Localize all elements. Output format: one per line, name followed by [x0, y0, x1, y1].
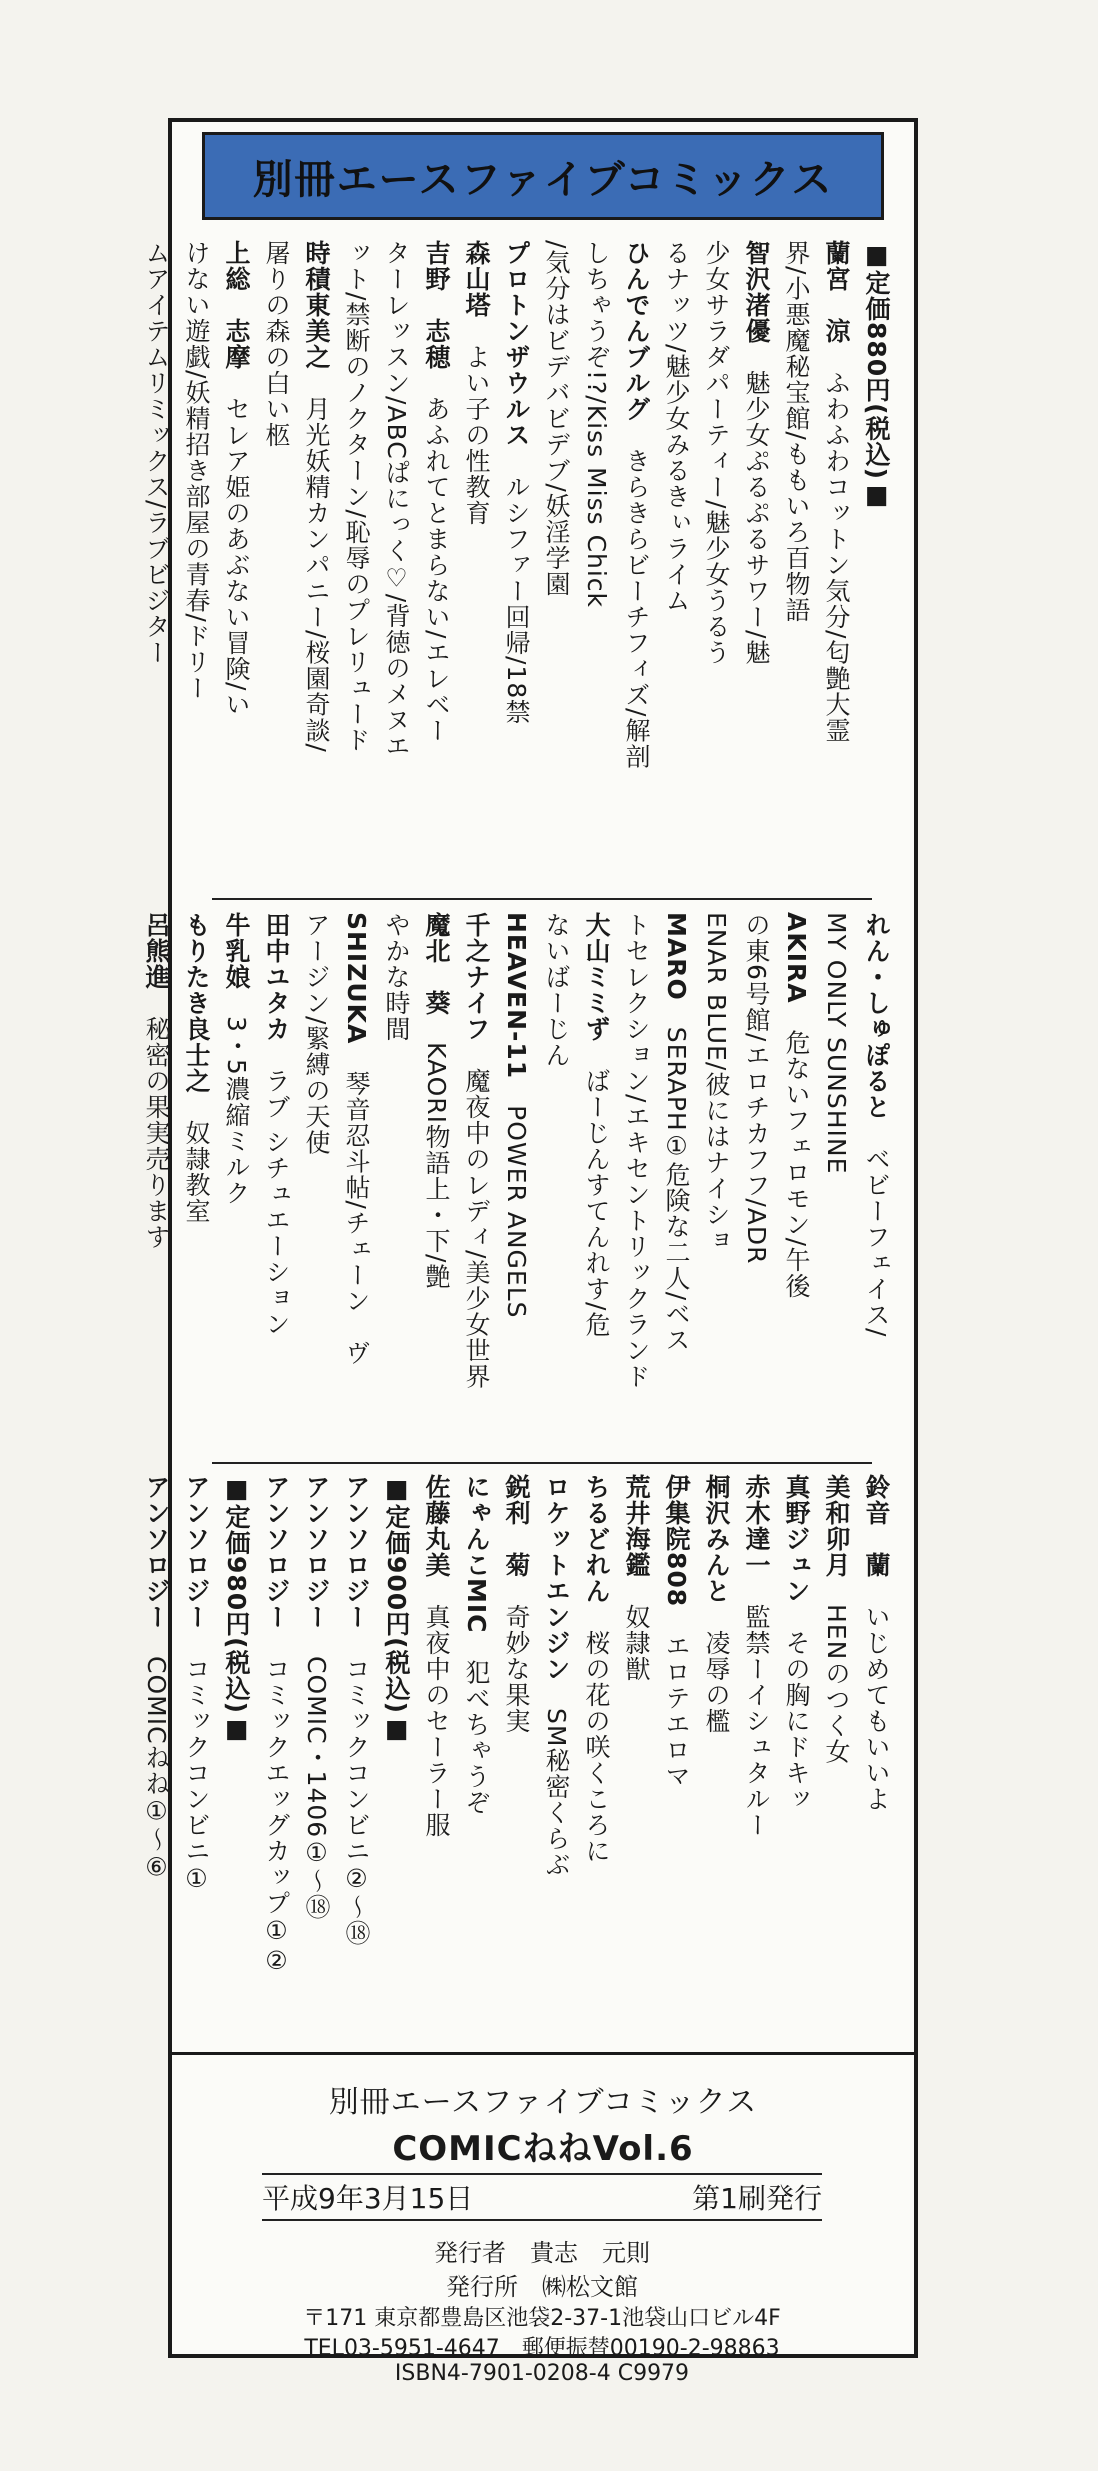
title-list-column: [696, 240, 736, 890]
work-titles: 奇妙な果実: [502, 1604, 531, 1734]
title-list-column: [376, 240, 416, 890]
title-list-column: [816, 240, 856, 890]
work-titles: コミックコンビニ②〜⑱: [342, 1656, 371, 1946]
author-name: 上総 志摩: [222, 240, 251, 370]
title-list-column: [496, 912, 536, 1452]
title-list-column: [536, 912, 576, 1452]
title-list-column: [616, 1474, 656, 2034]
title-list-column: [296, 912, 336, 1452]
title-list-column: [256, 912, 296, 1452]
author-name: 牛乳娘: [222, 912, 251, 990]
publisher-person: 発行者 貴志 元則: [434, 2239, 650, 2267]
title-list-column: [256, 1474, 296, 2034]
title-list-column: [536, 1474, 576, 2034]
title-list-column: [176, 240, 216, 890]
title-list-column: [456, 240, 496, 890]
work-titles: 危ないフェロモン/午後: [782, 1029, 811, 1300]
author-name: アンソロジー: [182, 1474, 211, 1630]
author-name: 真野ジュン: [782, 1474, 811, 1604]
title-list-column: [416, 240, 456, 890]
publisher-address: 〒171 東京都豊島区池袋2-37-1池袋山口ビル4F: [303, 2306, 781, 2331]
title-list-column: [296, 1474, 336, 2034]
title-list-column: [216, 1474, 256, 2034]
isbn: ISBN4-7901-0208-4 C9979: [394, 2361, 690, 2386]
author-name: ちるどれん: [582, 1474, 611, 1604]
work-titles: HENのつく女: [822, 1604, 851, 1765]
work-titles: その胸にドキッ: [782, 1630, 811, 1812]
work-titles: 月光妖精カンパニー/桜園奇談/: [302, 396, 331, 753]
work-titles: 界/小悪魔秘宝館/ももいろ百物語: [782, 240, 811, 623]
title-list-column: [456, 912, 496, 1452]
author-name: SHIZUKA: [342, 912, 371, 1045]
work-titles: 犯べちゃうぞ: [462, 1659, 491, 1816]
work-titles: いじめてもいいよ: [862, 1604, 891, 1812]
work-titles: ターレッスン/ABCぱにっく♡/背徳のメヌエ: [382, 240, 411, 760]
work-titles: ラブ シチュエーション: [262, 1068, 291, 1337]
work-titles: 3・5濃縮ミルク: [222, 1016, 251, 1206]
author-name: 鋭利 菊: [502, 1474, 531, 1578]
work-titles: 奴隷教室: [182, 1120, 211, 1224]
title-list-column: [216, 912, 256, 1452]
title-list-column: [656, 240, 696, 890]
work-titles: ルシファー回帰/18禁: [502, 474, 531, 726]
title-list-section-3: [142, 1474, 896, 2034]
title-list-column: [576, 912, 616, 1452]
author-name: 伊集院808: [662, 1474, 691, 1608]
work-titles: セレア姫のあぶない冒険/い: [222, 396, 251, 718]
title-list-column: [336, 1474, 376, 2034]
work-titles: 真夜中のセーラー服: [422, 1604, 451, 1838]
title-list-column: [496, 240, 536, 890]
work-titles: SERAPH①危険な二人/ベス: [662, 1026, 691, 1354]
work-titles: ENAR BLUE/彼にはナイショ: [702, 912, 731, 1254]
series-banner-text: 別冊エースファイブコミックス: [252, 156, 834, 203]
title-list-column: [856, 912, 896, 1452]
work-titles: 魅少女ぷるぷるサワー/魅: [742, 370, 771, 666]
publisher-company: 発行所 ㈱松文館: [446, 2273, 638, 2301]
work-titles: POWER ANGELS: [502, 1105, 531, 1319]
colophon-series: 別冊エースファイブコミックス: [328, 2085, 758, 2120]
title-list-column: [376, 912, 416, 1452]
author-name: 千之ナイフ: [462, 912, 491, 1042]
title-list-column: [496, 1474, 536, 2034]
author-name: 時積東美之: [302, 240, 331, 370]
work-titles: KAORI物語上・下/艶: [422, 1042, 451, 1290]
work-titles: ばーじんすてんれす/危: [582, 1068, 611, 1338]
author-name: 吉野 志穂: [422, 240, 451, 370]
author-name: アンソロジー: [262, 1474, 291, 1630]
title-list-column: [136, 912, 176, 1452]
title-list-column: [576, 240, 616, 890]
work-titles: 監禁ーイシュタルー: [742, 1604, 771, 1838]
author-name: 美和卯月: [822, 1474, 851, 1578]
work-titles: 琴音忍斗帖/チェーン ヴ: [342, 1070, 371, 1366]
work-titles: ット/禁断のノクターン/恥辱のプレリュード: [342, 240, 371, 753]
work-titles: けない遊戯/妖精招き部屋の青春/ドリー: [182, 240, 211, 701]
author-name: 蘭宮 涼: [822, 240, 851, 344]
publication-date: 平成9年3月15日: [262, 2182, 474, 2215]
work-titles: 奴隷獣: [622, 1604, 651, 1682]
work-titles: よい子の性教育: [462, 344, 491, 526]
title-list-column: [856, 1474, 896, 2034]
title-list-column: [816, 912, 856, 1452]
title-list-column: [856, 240, 896, 890]
work-titles: COMIC・1406①〜⑱: [302, 1656, 331, 1921]
work-titles: ベビーフェイス/: [862, 1146, 891, 1338]
work-titles: MY ONLY SUNSHINE: [822, 912, 851, 1175]
title-list-column: [456, 1474, 496, 2034]
work-titles: 魔夜中のレディ/美少女世界: [462, 1068, 491, 1390]
author-name: 大山ミミず: [582, 912, 611, 1042]
author-name: 鈴音 蘭: [862, 1474, 891, 1578]
work-titles: エロテエロマ: [662, 1633, 691, 1790]
section-divider: [212, 898, 872, 900]
title-list-column: [776, 912, 816, 1452]
author-name: ■定価900円(税込)■: [382, 1474, 411, 1745]
author-name: MARO: [662, 912, 691, 1001]
title-list-column: [736, 1474, 776, 2034]
title-list-column: [416, 912, 456, 1452]
colophon-frame: [142, 118, 918, 2386]
work-titles: 秘密の果実売ります: [142, 1016, 171, 1250]
author-name: 田中ユタカ: [262, 912, 291, 1042]
title-list-column: [216, 240, 256, 890]
section-divider: [212, 1462, 872, 1464]
publisher-phone: TEL03-5951-4647 郵便振替00190-2-98863: [304, 2336, 780, 2361]
author-name: 赤木達一: [742, 1474, 771, 1578]
work-titles: ないばーじん: [542, 912, 571, 1068]
author-name: 荒井海鑑: [622, 1474, 651, 1578]
title-list-column: [616, 240, 656, 890]
title-list-column: [176, 1474, 216, 2034]
title-list-column: [256, 240, 296, 890]
title-list-column: [616, 912, 656, 1452]
title-list-column: [136, 240, 176, 890]
work-titles: SM秘密くらぶ: [542, 1708, 571, 1878]
author-name: アンソロジー: [302, 1474, 331, 1630]
publication-date-row: [262, 2173, 822, 2221]
author-name: アンソロジー: [142, 1474, 171, 1630]
work-titles: るナッツ/魅少女みるきぃライム: [662, 240, 691, 614]
author-name: ■定価880円(税込)■: [862, 240, 891, 511]
title-list-column: [656, 1474, 696, 2034]
work-titles: しちゃうぞ!?/Kiss Miss Chick: [582, 240, 611, 609]
title-list-column: [336, 912, 376, 1452]
series-banner: [202, 132, 884, 220]
title-list-column: [136, 1474, 176, 2034]
author-name: 佐藤丸美: [422, 1474, 451, 1578]
author-name: もりたき良士之: [182, 912, 211, 1094]
work-titles: ムアイテムリミックス/ラブビジター: [142, 240, 171, 666]
author-name: 魔北 葵: [422, 912, 451, 1016]
title-list-column: [416, 1474, 456, 2034]
title-list-column: [576, 1474, 616, 2034]
author-name: 智沢渚優: [742, 240, 771, 344]
author-name: HEAVEN-11: [502, 912, 531, 1080]
work-titles: COMICねね①〜⑥: [142, 1656, 171, 1883]
author-name: れん・しゅぽると: [862, 912, 891, 1120]
work-titles: 屠りの森の白い柩: [262, 240, 291, 448]
printing-edition: 第1刷発行: [692, 2182, 822, 2215]
title-list-column: [736, 240, 776, 890]
author-name: AKIRA: [782, 912, 811, 1004]
title-list-column: [336, 240, 376, 890]
title-list-column: [776, 240, 816, 890]
work-titles: やかな時間: [382, 912, 411, 1042]
author-name: 森山塔: [462, 240, 491, 318]
work-titles: 凌辱の檻: [702, 1630, 731, 1734]
author-name: アンソロジー: [342, 1474, 371, 1630]
title-list-section-2: [142, 912, 896, 1452]
colophon-block: [172, 2052, 914, 2386]
author-name: にゃんこMIC: [462, 1474, 491, 1634]
title-list-column: [816, 1474, 856, 2034]
work-titles: コミックエッグカップ①②: [262, 1656, 291, 1976]
title-list-column: [696, 912, 736, 1452]
title-list-column: [776, 1474, 816, 2034]
author-name: 呂熊進: [142, 912, 171, 990]
work-titles: きらきらビーチフィズ/解剖: [622, 448, 651, 770]
title-list-column: [296, 240, 336, 890]
work-titles: トセレクション/エキセントリックランド: [622, 912, 651, 1390]
title-list-column: [376, 1474, 416, 2034]
author-name: プロトンザウルス: [502, 240, 531, 448]
work-titles: の東6号館/エロチカフフ/ADR: [742, 912, 771, 1265]
work-titles: 桜の花の咲くころに: [582, 1630, 611, 1864]
work-titles: コミックコンビニ①: [182, 1656, 211, 1894]
author-name: ひんでんブルグ: [622, 240, 651, 422]
work-titles: あふれてとまらない/エレベー: [422, 396, 451, 744]
title-list-column: [536, 240, 576, 890]
title-list-section-1: [142, 240, 896, 890]
work-titles: 少女サラダパーティー/魅少女うるう: [702, 240, 731, 666]
author-name: 桐沢みんと: [702, 1474, 731, 1604]
author-name: ■定価980円(税込)■: [222, 1474, 251, 1745]
title-list-column: [736, 912, 776, 1452]
title-list-column: [696, 1474, 736, 2034]
work-titles: ふわふわコットン気分/匂艶大霊: [822, 370, 851, 744]
work-titles: アージン/緊縛の天使: [302, 912, 331, 1156]
title-list-column: [656, 912, 696, 1452]
author-name: ロケットエンジン: [542, 1474, 571, 1682]
work-titles: /気分はビデバビデブ/妖淫学園: [542, 240, 571, 597]
title-list-column: [176, 912, 216, 1452]
colophon-title: COMICねねVol.6: [392, 2129, 694, 2169]
